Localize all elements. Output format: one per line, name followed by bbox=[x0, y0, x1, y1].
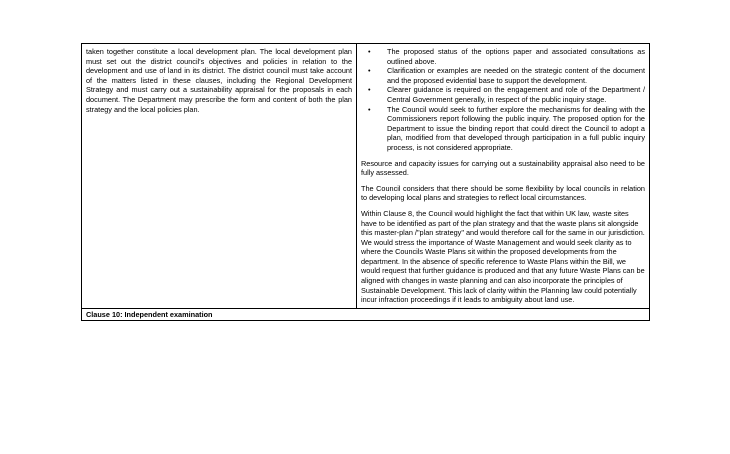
bullet-icon: • bbox=[368, 47, 371, 56]
bullet-text: Clarification or examples are needed on the strategic content of the document and the proposed evidential base to support the development. bbox=[387, 66, 645, 85]
paragraph-resource: Resource and capacity issues for carrying out a sustainability appraisal also need to be fully assessed. bbox=[361, 158, 645, 178]
left-cell bbox=[82, 44, 357, 309]
document-table bbox=[81, 43, 650, 321]
left-cell-text: taken together constitute a local development plan. The local development plan must set out the district council's objectives and policies in relation to the development and use of land in its district. The district council must take account of the matters listed in these clauses, including the Regional Development Strategy and must carry out a sustainability appraisal for the proposals in each document. The Department may prescribe the form and content of both the plan strategy and the local policies plan. bbox=[86, 47, 352, 114]
bullet-icon: • bbox=[368, 66, 371, 76]
list-item bbox=[368, 85, 645, 104]
table-row bbox=[82, 308, 650, 321]
table-row bbox=[82, 44, 650, 309]
list-item bbox=[368, 104, 645, 153]
bullet-text: Clearer guidance is required on the engagement and role of the Department / Central Government generally, in respect of the public inquiry stage. bbox=[387, 85, 645, 104]
list-item bbox=[368, 47, 645, 66]
bullet-text: The Council would seek to further explore the mechanisms for dealing with the Commissioners report following the public inquiry. The proposed option for the Department to issue the binding report that could direct the Council to adopt a plan, modified from that developed through participation in a full public inquiry process, is not considered appropriate. bbox=[387, 104, 645, 152]
bullet-text: The proposed status of the options paper and associated consultations as outlined above. bbox=[387, 47, 645, 66]
bullet-list bbox=[361, 47, 645, 153]
bullet-icon: • bbox=[368, 104, 371, 114]
right-cell bbox=[357, 44, 650, 309]
paragraph-clause-8: Within Clause 8, the Council would highlight the fact that within UK law, waste sites have to be identified as part of the plan strategy and that the waste plans sit alongside this master-plan /"plan strategy" and would therefore call for the same in our jurisdiction. bbox=[361, 208, 645, 238]
clause-10-heading: Clause 10: Independent examination bbox=[82, 308, 650, 321]
paragraph-waste-management: We would stress the importance of Waste Management and would seek clarity as to where the Councils Waste Plans sit within the proposed developments from the department. In the absence of specific reference to Waste Plans within the Bill, we would request that further guidance is produced and that any future Waste Plans can be aligned with changes in waste planning and can also incorporate the principles of Sustainable Development. This lack of clarity within the Planning law could potentially incur infraction proceedings if it leads to ambiguity about land use. bbox=[361, 237, 645, 305]
list-item bbox=[368, 66, 645, 85]
bullet-icon: • bbox=[368, 85, 371, 95]
paragraph-flexibility: The Council considers that there should be some flexibility by local councils in relation to developing local plans and strategies to reflect local circumstances. bbox=[361, 183, 645, 203]
